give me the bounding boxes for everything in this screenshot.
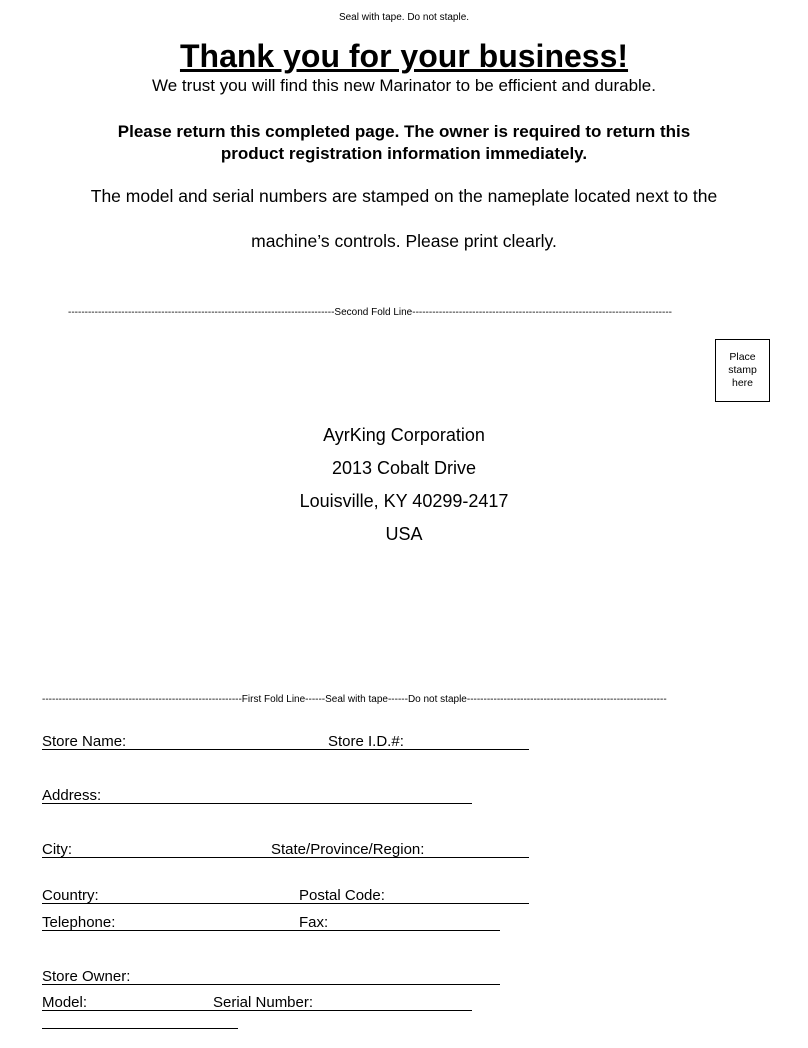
postal-code-label: Postal Code: xyxy=(299,887,385,904)
top-seal-note: Seal with tape. Do not staple. xyxy=(338,12,470,23)
address-label: Address: xyxy=(42,787,102,804)
country-postal-field[interactable] xyxy=(42,903,529,904)
stamp-line-1: Place xyxy=(729,351,756,363)
address-street: 2013 Cobalt Drive xyxy=(331,458,477,478)
city-state-field[interactable] xyxy=(42,857,529,858)
country-label: Country: xyxy=(42,887,99,904)
return-instruction-line-2: product registration information immediately. xyxy=(220,144,588,163)
address-city: Louisville, KY 40299-2417 xyxy=(299,491,509,511)
nameplate-instruction-line-1: The model and serial numbers are stamped on the nameplate located next to the xyxy=(90,186,718,206)
telephone-label: Telephone: xyxy=(42,914,116,931)
stamp-box xyxy=(715,339,770,402)
store-owner-label: Store Owner: xyxy=(42,968,131,985)
fax-label: Fax: xyxy=(299,914,329,931)
store-name-field[interactable] xyxy=(42,749,529,750)
state-label: State/Province/Region: xyxy=(271,841,425,858)
stamp-line-2: stamp xyxy=(728,364,757,376)
return-instruction-line-1: Please return this completed page. The owner is required to return this xyxy=(117,122,691,141)
serial-number-label: Serial Number: xyxy=(213,994,314,1011)
stamp-line-3: here xyxy=(731,377,753,389)
nameplate-instruction-line-2: machine’s controls. Please print clearly. xyxy=(251,231,557,251)
city-label: City: xyxy=(42,841,72,858)
store-owner-field[interactable] xyxy=(42,984,500,985)
model-label: Model: xyxy=(42,994,88,1011)
address-country: USA xyxy=(385,524,423,544)
model-serial-field[interactable] xyxy=(42,1010,472,1011)
telephone-fax-field[interactable] xyxy=(42,930,500,931)
second-fold-line: --------------------------------------------------------------------------------Second Fold Line------------------------------------------------------------------------------ xyxy=(68,307,672,318)
address-field[interactable] xyxy=(42,803,472,804)
address-company: AyrKing Corporation xyxy=(323,425,485,445)
page-title: Thank you for your business! xyxy=(179,38,629,74)
first-fold-line: ------------------------------------------------------------First Fold Line------Seal with tape------Do not staple------------------------------------------------------------ xyxy=(42,694,667,705)
extra-serial-field[interactable] xyxy=(42,1028,238,1029)
store-name-label: Store Name: xyxy=(42,733,127,750)
store-id-label: Store I.D.#: xyxy=(328,733,404,750)
subtitle: We trust you will find this new Marinator to be efficient and durable. xyxy=(152,76,656,95)
return-instruction xyxy=(0,121,808,165)
